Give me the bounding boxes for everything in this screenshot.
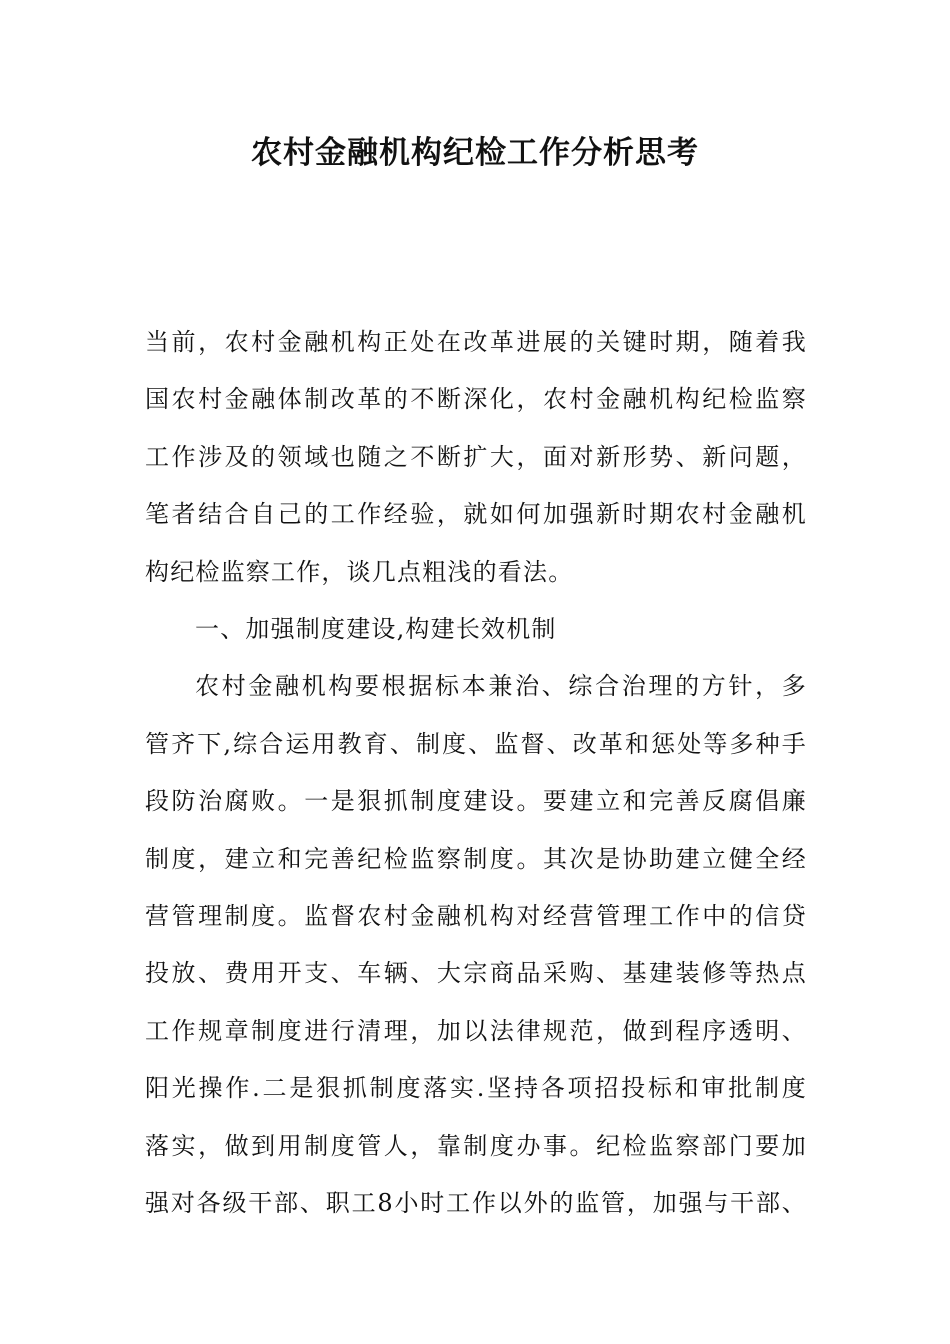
paragraph-intro [145, 314, 807, 601]
text-line: 构纪检监察工作，谈几点粗浅的看法。 [145, 557, 574, 586]
document-title: 农村金融机构纪检工作分析思考 [251, 135, 699, 171]
text-line: 段防治腐败。一是狠抓制度建设。要建立和完善反腐倡廉 [145, 787, 807, 816]
text-line: 农村金融机构要根据标本兼治、综合治理的方针，多 [195, 672, 807, 701]
text-line: 国农村金融体制改革的不断深化，农村金融机构纪检监察 [145, 385, 807, 414]
text-line: 工作涉及的领域也随之不断扩大，面对新形势、新问题， [145, 442, 807, 471]
text-line: 营管理制度。监督农村金融机构对经营管理工作中的信贷 [145, 902, 807, 931]
paragraph-section-1 [145, 658, 807, 1232]
text-line: 笔者结合自己的工作经验，就如何加强新时期农村金融机 [145, 500, 807, 529]
text-line: 当前，农村金融机构正处在改革进展的关键时期，随着我 [145, 328, 807, 356]
text-line: 投放、费用开支、车辆、大宗商品采购、基建装修等热点 [145, 959, 807, 988]
text-line: 阳光操作.二是狠抓制度落实.坚持各项招投标和审批制度 [145, 1074, 807, 1103]
text-line: 管齐下,综合运用教育、制度、监督、改革和惩处等多种手 [145, 729, 807, 758]
text-line: 工作规章制度进行清理，加以法律规范，做到程序透明、 [145, 1016, 807, 1045]
section-heading-text: 一、加强制度建设,构建长效机制 [195, 615, 557, 644]
text-line: 落实，做到用制度管人，靠制度办事。纪检监察部门要加 [145, 1131, 807, 1160]
text-line: 强对各级干部、职工8小时工作以外的监管，加强与干部、 [145, 1189, 807, 1218]
section-heading [145, 601, 807, 658]
text-line: 制度，建立和完善纪检监察制度。其次是协助建立健全经 [145, 844, 807, 873]
document-body [145, 314, 807, 1233]
